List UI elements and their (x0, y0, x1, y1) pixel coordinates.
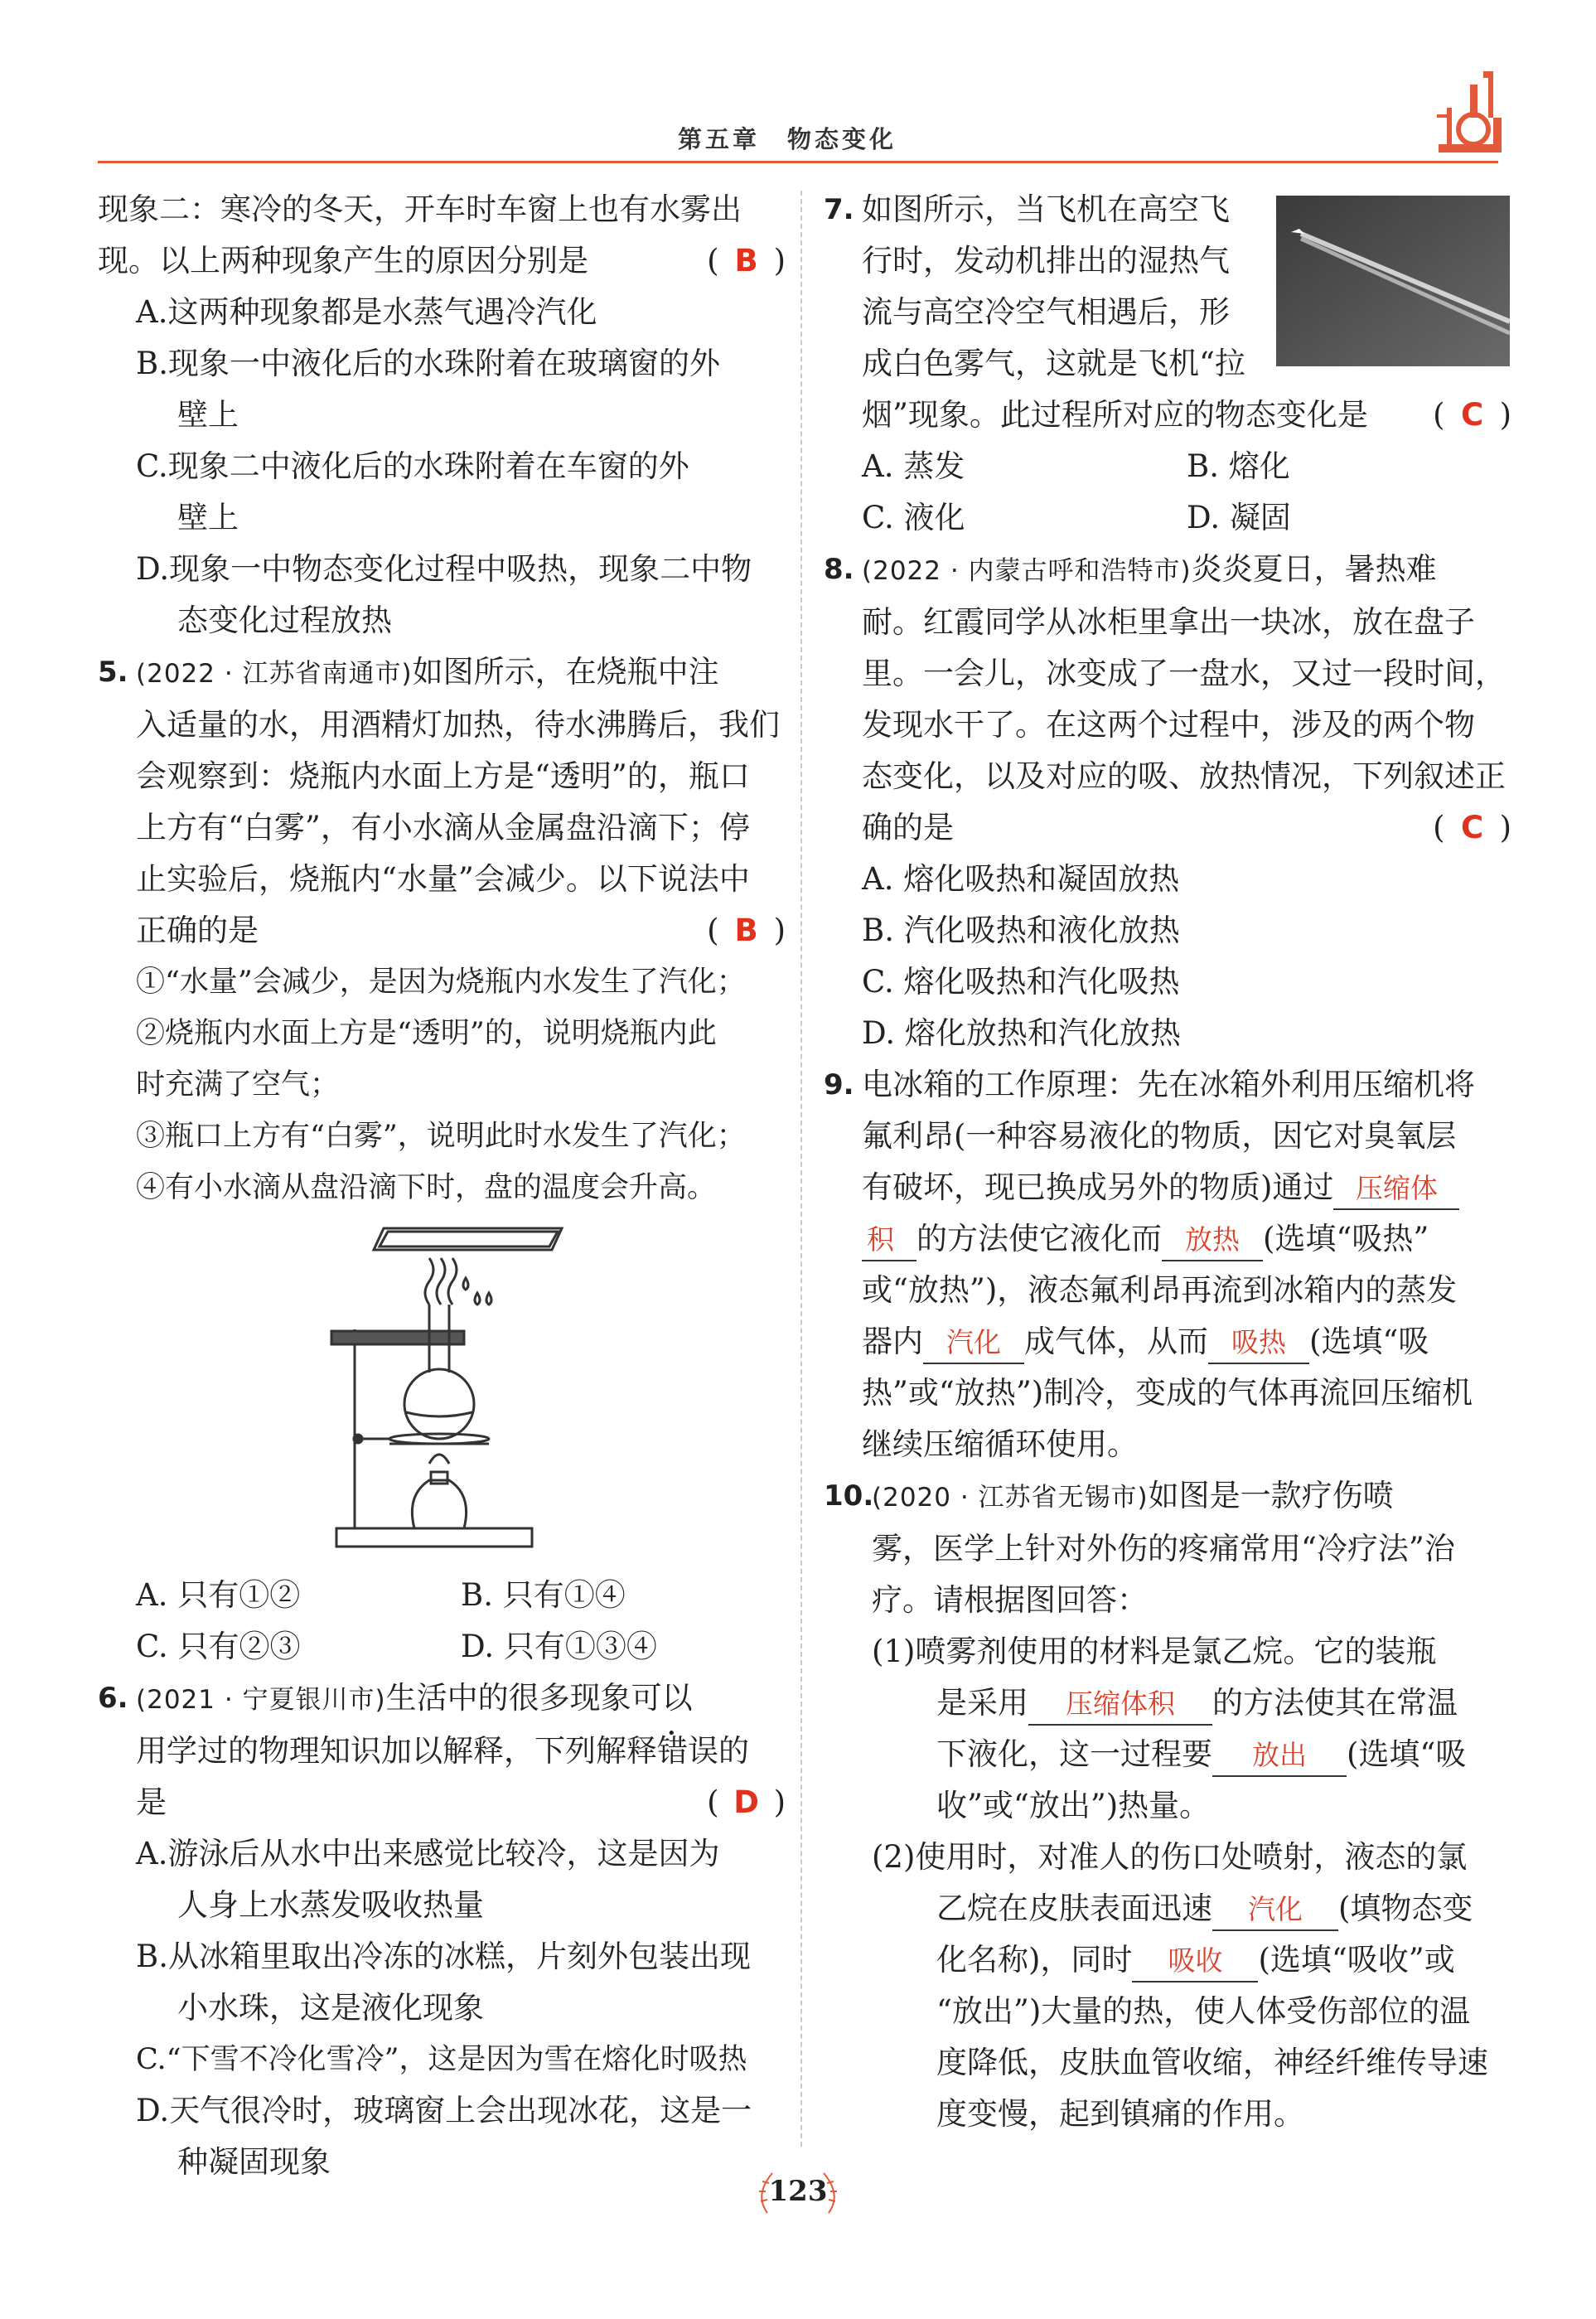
q5-option-b: B. 只有①④ (461, 1577, 626, 1613)
question-number: 7. (824, 193, 854, 226)
q4-stem-line (98, 235, 786, 287)
q5-statement: 时充满了空气； (136, 1068, 340, 1101)
question-source: (2021 · 宁夏银川市) (136, 1685, 386, 1715)
q10-blank-1: 压缩体积 (1028, 1684, 1212, 1726)
left-column (98, 184, 786, 2188)
q6-option-d: D.天气很冷时，玻璃窗上会出现冰花，这是一 种凝固现象 (136, 2093, 752, 2180)
q7-options-row (824, 441, 1511, 492)
q9-blank-1-cont: 积 (862, 1220, 916, 1261)
question-8: 8. (2022 · 内蒙古呼和浩特市)炎炎夏日，暑热难 耐。红霞同学从冰柜里拿出一块冰，放在盘子 里。一会儿，冰变成了一盘水，又过一段时间， 发现水干了。在这两个过程中，涉及的两个物 态变化，以及对应的吸、放热情况，下列叙述正 确的是 ( C ) (824, 544, 1511, 854)
q7-option-d: D. 凝固 (1187, 500, 1291, 535)
q5-statement: ③瓶口上方有“白雾”，说明此时水发生了汽化； (136, 1120, 746, 1153)
question-7: 7. 如图所示，当飞机在高空飞 行时，发动机排出的湿热气 流与高空冷空气相遇后，形 成白色雾气，这就是飞机“拉 烟”现象。此过程所对应的物态变化是 ( C ) (824, 184, 1511, 441)
question-number: 10. (824, 1479, 874, 1513)
question-9: 9. 电冰箱的工作原理：先在冰箱外利用压缩机将 氟利昂(一种容易液化的物质，因它对臭氧层 有破坏，现已换成另外的物质)通过 压缩体 积 的方法使它液化而 放热 (选填“吸热” 或“放热”)，液态氟利昂再流到冰箱内的蒸发 器内 汽化 成气体，从而 吸热 (选填“吸 热”或“放热”)制冷，变成的气体再流回压缩机 继续压缩循环使用。 (824, 1059, 1511, 1470)
q5-answer: B (734, 913, 758, 948)
q8-option-a: A. 熔化吸热和凝固放热 (862, 861, 1180, 897)
q10-blank-2: 放出 (1212, 1736, 1347, 1777)
answer-bracket: ( B ) (707, 235, 786, 287)
column-divider (800, 191, 802, 2147)
page-number: 123 (768, 2175, 828, 2208)
q10-part-2: (2)使用时，对准人的伤口处喷射，液态的氯 乙烷在皮肤表面迅速 汽化 (填物态变 化名称)，同时 吸收 (选填“吸收”或 “放出”)大量的热，使人体受伤部位的温 度降低，皮肤血管收缩，神经纤维传导速 度变慢，起到镇痛的作用。 (872, 1839, 1488, 2132)
q4-answer: B (734, 243, 758, 278)
q4-option-a: A.这两种现象都是水蒸气遇冷汽化 (136, 294, 597, 330)
q7-option-a: A. 蒸发 (862, 448, 965, 484)
q5-options-row (98, 1621, 786, 1673)
lab-flask-logo-icon (1422, 68, 1513, 166)
q6-option-c: C.“下雪不冷化雪冷”，这是因为雪在熔化时吸热 (136, 2043, 747, 2076)
q8-option-c: C. 熔化吸热和汽化吸热 (862, 964, 1180, 1000)
question-source: (2022 · 内蒙古呼和浩特市) (862, 556, 1192, 586)
answer-bracket: ( B ) (707, 905, 786, 956)
question-6: 6. (2021 · 宁夏银川市)生活中的很多现象可以 用学过的物理知识加以解释，下列解释错误的 是 ( D ) (98, 1673, 786, 1828)
emphasized-word: 错误 (657, 1733, 718, 1769)
page-footer (749, 2168, 847, 2220)
q8-option-b: B. 汽化吸热和液化放热 (862, 913, 1180, 948)
question-number: 9. (824, 1068, 854, 1101)
chapter-title: 第五章 物态变化 (678, 125, 897, 153)
q9-blank-2: 放热 (1162, 1220, 1263, 1261)
question-source: (2020 · 江苏省无锡市) (872, 1483, 1149, 1513)
q4-stem-line: 现象二：寒冷的冬天，开车时车窗上也有水雾出 (98, 191, 742, 227)
q4-stem-text: 现。以上两种现象产生的原因分别是 (98, 243, 588, 278)
q5-options-row (98, 1570, 786, 1621)
right-column (824, 184, 1511, 2140)
answer-bracket: ( C ) (1433, 802, 1511, 854)
question-5: 5. (2022 · 江苏省南通市)如图所示，在烧瓶中注 入适量的水，用酒精灯加热，待水沸腾后，我们 会观察到：烧瓶内水面上方是“透明”的，瓶口 上方有“白雾”，有小水滴从金属盘沿滴下；停 止实验后，烧瓶内“水量”会减少。以下说法中 正确的是 ( B ) (98, 646, 786, 956)
question-number: 8. (824, 553, 854, 586)
q7-answer: C (1460, 397, 1484, 433)
q6-answer: D (733, 1784, 759, 1820)
q5-statement: ④有小水滴从盘沿滴下时，盘的温度会升高。 (136, 1171, 717, 1204)
question-number: 5. (98, 656, 128, 689)
q9-blank-3: 汽化 (923, 1323, 1024, 1364)
q5-statement: ①“水量”会减少，是因为烧瓶内水发生了汽化； (136, 966, 746, 999)
question-10: 10. (2020 · 江苏省无锡市)如图是一款疗伤喷 雾，医学上针对外伤的疼痛常用“冷疗法”治 疗。请根据图回答： (824, 1470, 1511, 1626)
q6-option-a: A.游泳后从水中出来感觉比较冷，这是因为 人身上水蒸发吸收热量 (136, 1836, 720, 1923)
q5-option-d: D. 只有①③④ (461, 1629, 657, 1664)
q8-option-d: D. 熔化放热和汽化放热 (862, 1015, 1181, 1051)
q5-statement: ②烧瓶内水面上方是“透明”的，说明烧瓶内此 (136, 1017, 717, 1050)
q4-option-b: B.现象一中液化后的水珠附着在玻璃窗的外 壁上 (136, 346, 720, 433)
boiling-flask-figure (98, 1213, 786, 1570)
q5-option-a: A. 只有①② (136, 1577, 301, 1613)
page-header (98, 114, 1498, 156)
q10-blank-4: 吸收 (1132, 1941, 1258, 1983)
q4-option-d: D.现象一中物态变化过程中吸热，现象二中物 态变化过程放热 (136, 551, 752, 638)
q5-option-c: C. 只有②③ (136, 1629, 301, 1664)
q9-blank-4: 吸热 (1208, 1323, 1309, 1364)
q6-option-b: B.从冰箱里取出冷冻的冰糕，片刻外包装出现 小水珠，这是液化现象 (136, 1939, 751, 2026)
answer-bracket: ( D ) (707, 1777, 786, 1828)
q10-part-1: (1)喷雾剂使用的材料是氯乙烷。它的装瓶 是采用 压缩体积 的方法使其在常温 下液化，这一过程要 放出 (选填“吸 收”或“放出”)热量。 (872, 1634, 1467, 1823)
q7-options-row (824, 492, 1511, 544)
q7-option-c: C. 液化 (862, 500, 965, 535)
q7-option-b: B. 熔化 (1187, 448, 1290, 484)
question-number: 6. (98, 1682, 128, 1715)
q10-blank-3: 汽化 (1212, 1890, 1338, 1931)
flask-apparatus-diagram (98, 1213, 786, 1570)
answer-bracket: ( C ) (1433, 390, 1511, 441)
q8-answer: C (1460, 810, 1484, 845)
q4-option-c: C.现象二中液化后的水珠附着在车窗的外 壁上 (136, 448, 689, 535)
q9-blank-1: 压缩体 (1333, 1169, 1459, 1210)
question-source: (2022 · 江苏省南通市) (136, 659, 413, 689)
header-rule (98, 161, 1498, 163)
